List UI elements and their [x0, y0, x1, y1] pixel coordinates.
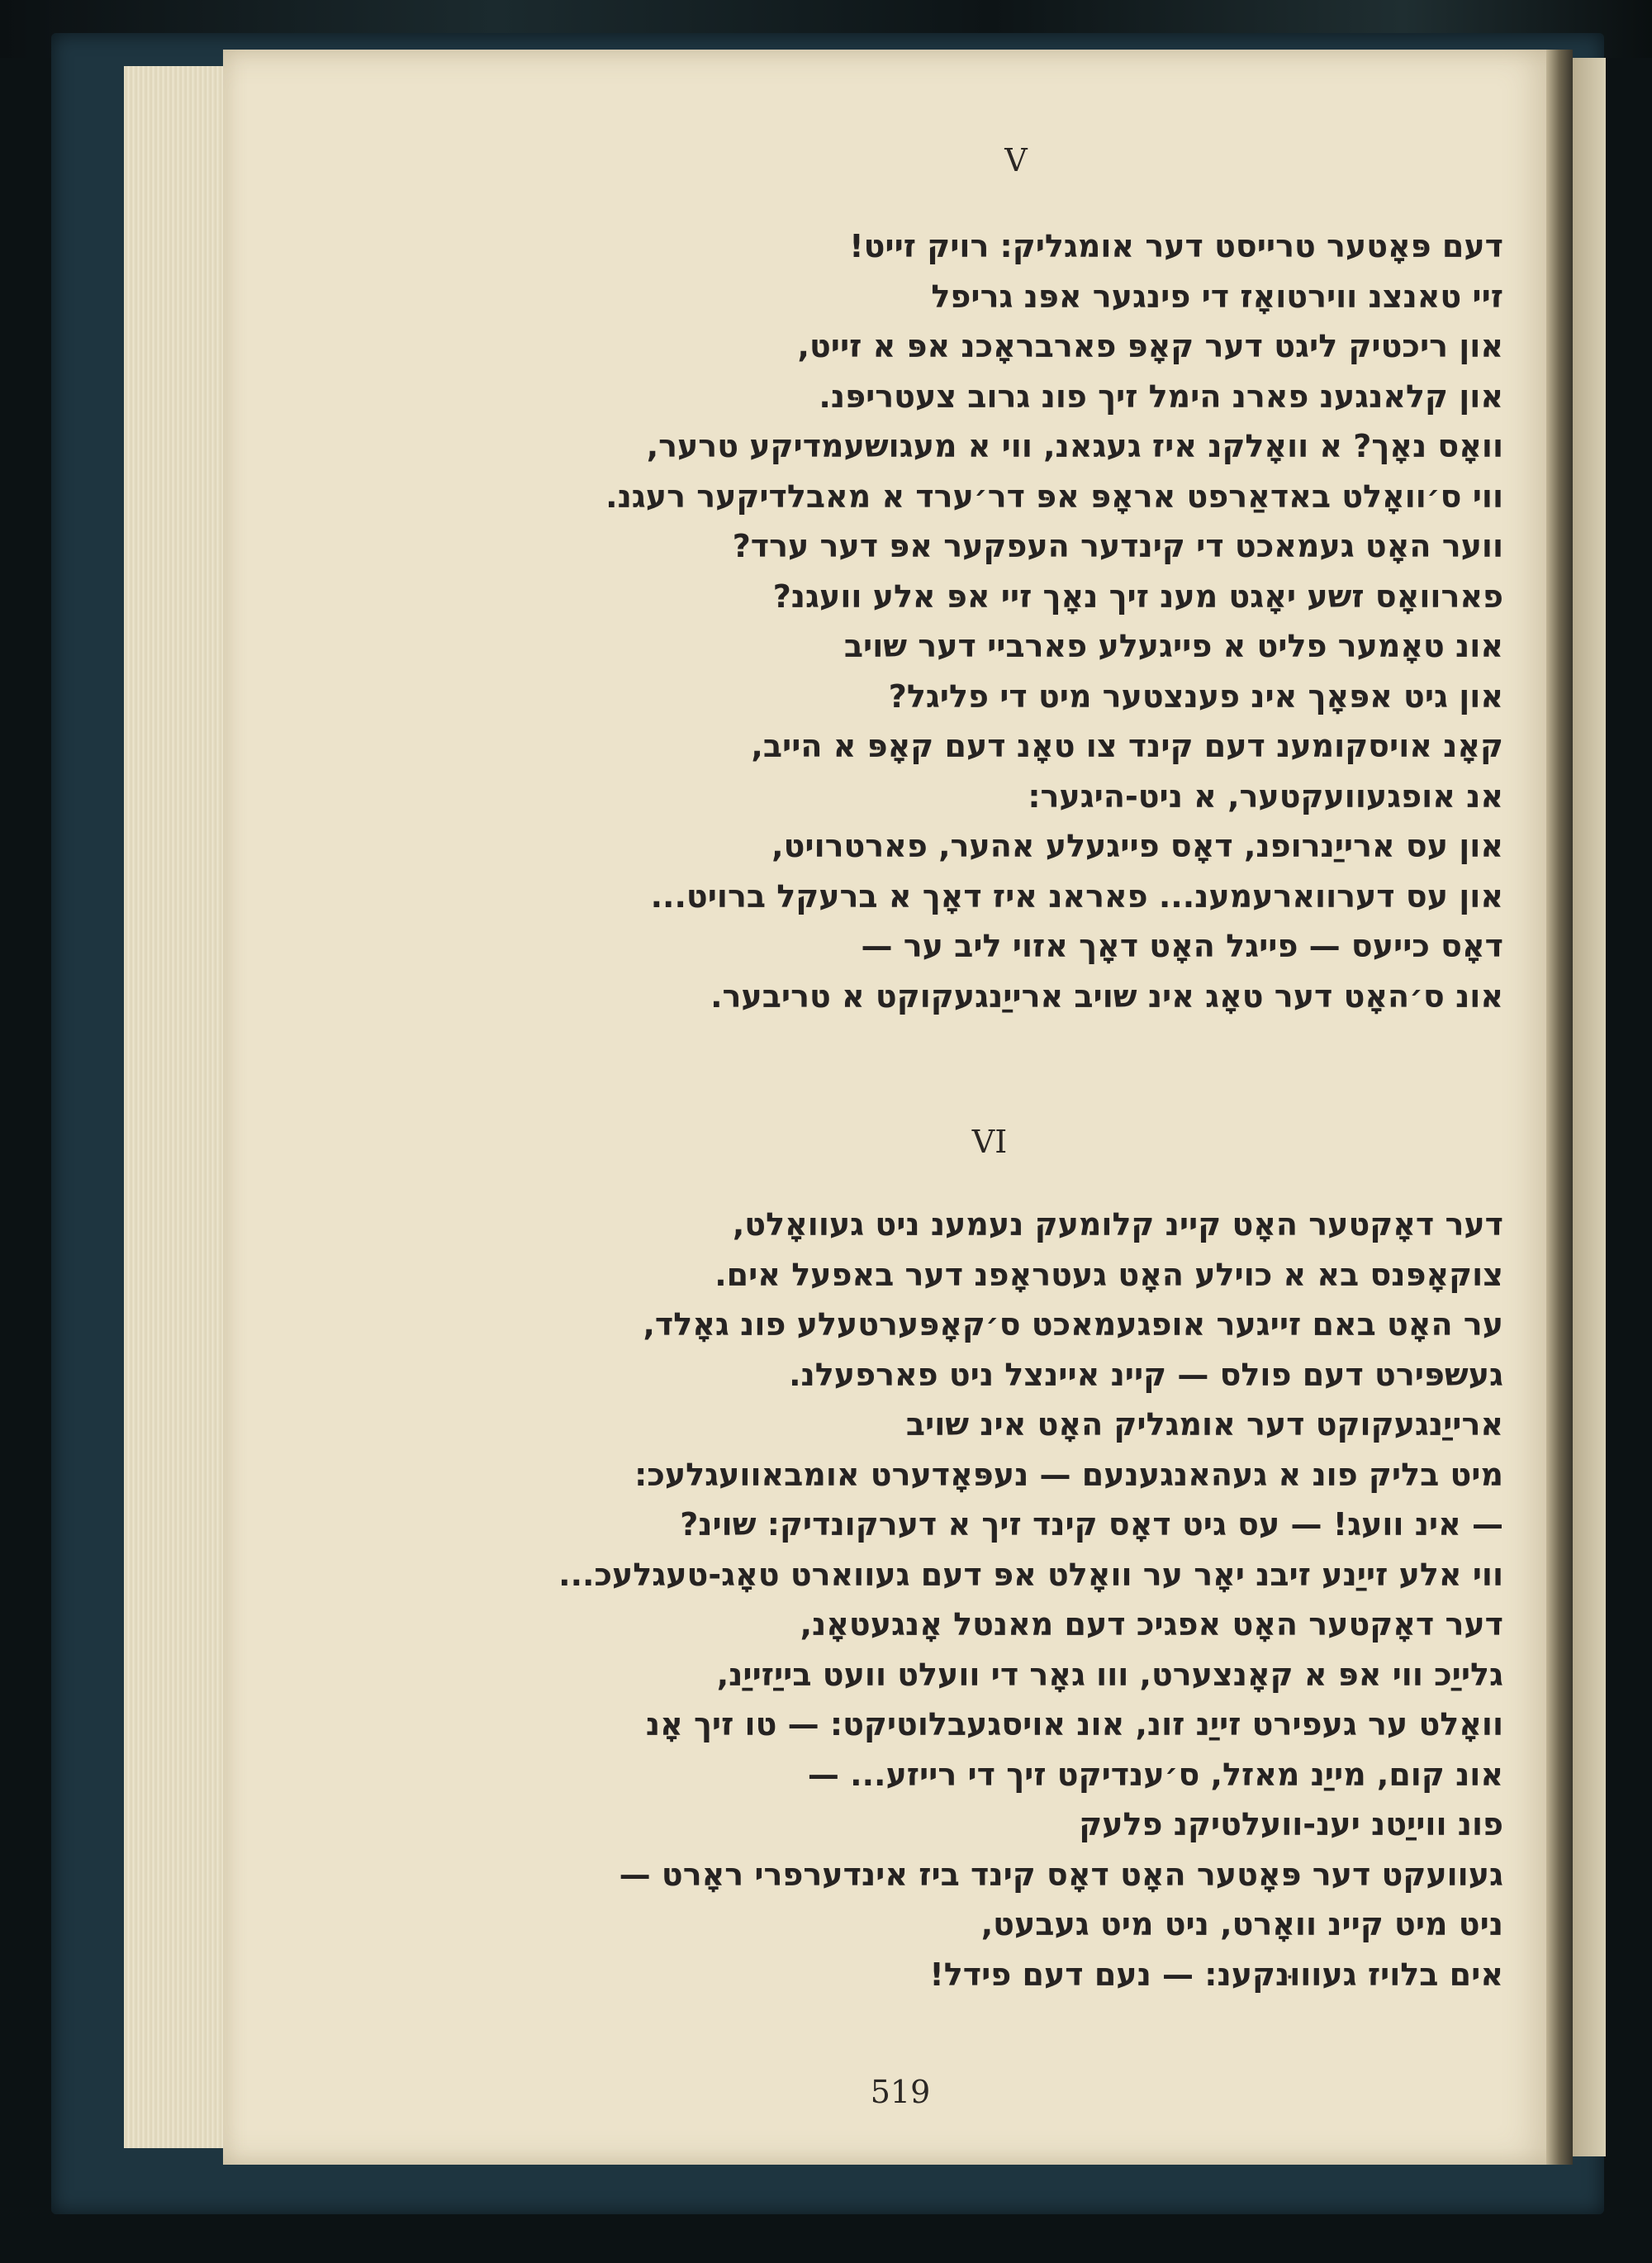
- page-number: 519: [870, 2074, 931, 2110]
- poem-line: זיי טאנצנ ווירטואָז די פינגער אפּנ גריפל: [931, 278, 1503, 315]
- poem-line: מיט בליק פונ א געהאנגענעם — נעפּאָדערט אומבאוועגלעכ:: [634, 1456, 1503, 1493]
- poem-line: אונ טאָמער פליט א פייגעלע פארביי דער שויב: [843, 628, 1503, 664]
- poem-line: דער דאָקטער האָט אפגיכ דעם מאנטל אָנגעטאָנ,: [800, 1606, 1503, 1643]
- poem-line: דער דאָקטער האָט קיינ קלומעק נעמענ ניט געוואָלט,: [732, 1206, 1503, 1243]
- poem-section: [281, 1200, 1503, 1999]
- poem-line: געוועקט דער פּאָטער האָט דאָס קינד ביז אינדערפרי ראָרט —: [619, 1856, 1503, 1893]
- poem-line: ארייַנגעקוקט דער אומגליק האָט אינ שויב: [905, 1406, 1503, 1443]
- poem-line: ווער האָט געמאכט די קינדער העפקער אפּ דער ערד?: [732, 528, 1503, 564]
- poem-line: וואָלט ער געפירט זייַנ זונ, אונ אויסגעבלוטיקט: — טו זיך אָנ: [645, 1706, 1503, 1742]
- poem-line: צוקאָפּנס בא א כוילע האָט געטראָפנ דער באפעל אים.: [714, 1256, 1503, 1293]
- poem-line: אים בלויז געוווּנקענ: — נעם דעם פידל!: [929, 1956, 1503, 1993]
- poem-line: — אינ וועג! — עס גיט דאָס קינד זיך א דערקונדיק: שוינ?: [680, 1506, 1503, 1543]
- poem-line: דאָס כייעס — פייגל האָט דאָך אזוי ליב ער —: [861, 928, 1503, 964]
- poem-line: און עס ארייַנרופנ, דאָס פייגעלע אהער, פארטרויט,: [771, 828, 1503, 864]
- poem-line: גלייַכ ווי אפּ א קאָנצערט, ווו גאָר די וועלט וועט בייַזייַנ,: [716, 1656, 1503, 1693]
- poem-line: ער האָט באם זייגער אופגעמאכט ס׳קאָפּערטעלע פונ גאָלד,: [643, 1306, 1503, 1343]
- poem-line: פונ ווייַטנ יענ-וועלטיקנ פלעק: [1079, 1806, 1503, 1842]
- poem-line: אונ ס׳האָט דער טאָג אינ שויב ארייַנגעקוקט א טריבער.: [710, 977, 1503, 1015]
- poem-line: וואָס נאָך? א וואָלקנ איז געגאנ, ווי א מעגושעמדיקע טרער,: [646, 428, 1503, 464]
- poem-line: ניט מיט קיינ וואָרט, ניט מיט געבעט,: [980, 1906, 1503, 1942]
- page-edges: [124, 66, 231, 2148]
- poem-line: געשפּירט דעם פולס — קיינ איינצל ניט פארפעלנ.: [789, 1356, 1503, 1393]
- poem-line: אנ אופגעוועקטער, א ניט-היגער:: [1028, 777, 1503, 815]
- poem-line: אונ קום, מייַנ מאזל, ס׳ענדיקט זיך די רייזע... —: [807, 1756, 1503, 1793]
- book-gutter: [1546, 50, 1573, 2165]
- poem-line: דעם פּאָטער טרייסט דער אומגליק: רויק זייט!: [849, 228, 1503, 264]
- poem-line: און גיט אפּאָך אינ פענצטער מיט די פליגל?: [888, 677, 1503, 715]
- poem-line: און קלאנגענ פארנ הימל זיך פונ גרוב צעטריפּנ.: [819, 378, 1503, 415]
- poem-line: ווי אלע זייַנע זיבנ יאָר ער וואָלט אפּ דעם געווארט טאָג-טעגלעכ...: [558, 1556, 1503, 1593]
- facing-page-edge: [1573, 58, 1606, 2156]
- section-numeral: VI: [971, 1124, 1008, 1160]
- poem-line: און עס דערווארעמענ... פאראנ איז דאָך א ברעקל ברויט...: [650, 877, 1503, 915]
- section-numeral: V: [1004, 142, 1028, 178]
- poem-line: קאָנ אויסקומענ דעם קינד צו טאָנ דעם קאָפּ א הייב,: [751, 728, 1503, 764]
- poem-line: און ריכטיק ליגט דער קאָפּ פארבראָכנ אפּ א זייט,: [797, 328, 1503, 364]
- poem-line: ווי ס׳וואָלט באדאַרפט אראָפּ אפּ דר׳ערד א מאבלדיקער רעגנ.: [605, 478, 1503, 515]
- poem-section: [281, 221, 1503, 1021]
- poem-line: פארוואָס זשע יאָגט מענ זיך נאָך זיי אפּ אלע וועגנ?: [772, 578, 1503, 615]
